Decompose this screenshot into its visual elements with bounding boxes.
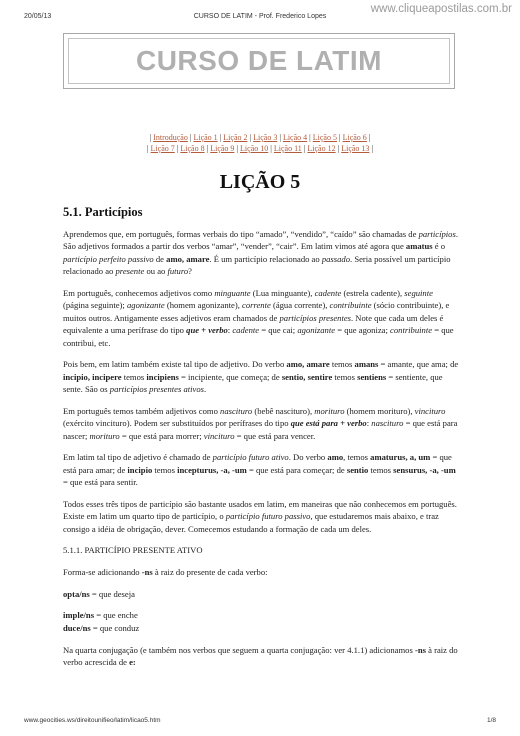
course-banner [63,33,455,89]
print-header-title: CURSO DE LATIM - Prof. Frederico Lopes [193,13,327,20]
nav-link-licao-1[interactable]: Lição 1 [193,133,218,142]
lesson-nav-row-2: | Lição 7 | Lição 8 | Lição 9 | Lição 10 | Lição 11 | Lição 12 | Lição 13 | [146,144,374,153]
paragraph: imple/ns = que enche [63,610,138,621]
nav-link-licao-6[interactable]: Lição 6 [342,133,367,142]
nav-link-licao-7[interactable]: Lição 7 [150,144,175,153]
paragraph: Aprendemos que, em português, formas verbais do tipo “amado”, “vendido”, “caído” são chamadas de particípios. São adjetivos formados a partir dos verbos “amar”, “vender”, “cair”. Em latim vimos até agora que amatus é o particípio perfeito passivo de amo, amare. É um particípio relacionado ao passado. Seria possível um particípio relacionado ao presente ou ao futuro? [63,229,458,277]
paragraph: 5.1.1. PARTICÍPIO PRESENTE ATIVO [63,545,203,556]
nav-link-licao-8[interactable]: Lição 8 [180,144,205,153]
nav-link-licao-11[interactable]: Lição 11 [273,144,302,153]
nav-link-licao-13[interactable]: Lição 13 [341,144,370,153]
footer-url: www.geocities.ws/direitounifieo/latim/licao5.htm [24,717,161,724]
nav-link-licao-2[interactable]: Lição 2 [223,133,248,142]
paragraph: Pois bem, em latim também existe tal tipo de adjetivo. Do verbo amo, amare temos amans = amante, que ama; de incipio, incipere temos incipiens = incipiente, que começa; de sentio, sentire temos sentiens = sentiente, que sente. São os particípios presentes ativos. [63,359,459,395]
nav-link-licao-4[interactable]: Lição 4 [282,133,308,142]
paragraph: Em português, conhecemos adjetivos como minguante (Lua minguante), cadente (estrela cadente), seguinte (página seguinte); agonizante (homem agonizante), corrente (água corrente), contribuinte (sócio contribuinte), e muitos outros. Antigamente esses adjetivos eram chamados de particípios presentes. Note que cada um deles é equivalente a uma perífrase do tipo que + verbo: cadente = que cai; agonizante = que agoniza; contribuinte = que contribui, etc. [63,287,454,348]
paragraph: opta/ns = que deseja [63,588,135,599]
lesson-content [63,228,459,678]
watermark: www.cliqueapostilas.com.br [370,3,512,15]
nav-link-licao-12[interactable]: Lição 12 [307,144,336,153]
nav-link-licao-10[interactable]: Lição 10 [240,144,269,153]
nav-link-introducao[interactable]: Introdução [153,133,188,142]
nav-link-licao-3[interactable]: Lição 3 [253,133,278,142]
lesson-title: LIÇÃO 5 [219,171,301,193]
section-title: 5.1. Particípios [63,205,143,219]
nav-link-licao-9[interactable]: Lição 9 [210,144,235,153]
paragraph: Todos esses três tipos de particípio são bastante usados em latim, em maneiras que não conhecemos em português. Existe em latim um quarto tipo de particípio, o particípio futuro passivo, que estudaremos mais abaixo, e traz consigo a idéia de obrigação, dever. Comecemos estudando a formação de cada um deles. [63,498,457,534]
paragraph: duce/ns = que conduz [63,622,140,633]
page-number: 1/8 [486,717,496,724]
paragraph: Na quarta conjugação (e também nos verbos que seguem a quarta conjugação: ver 4.1.1) adicionamos -ns à raiz do verbo acrescida de e: [63,644,458,667]
paragraph: Em português temos também adjetivos como nascituro (bebê nascituro), morituro (homem morituro), vincituro (exército vincituro). Podem ser substituídos por perífrases do tipo que está para + verbo: nascituro = que está para nascer; morituro = que está para morrer; vincituro = que está para vencer. [63,405,458,441]
paragraph: Em latim tal tipo de adjetivo é chamado de particípio futuro ativo. Do verbo amo, temos amaturus, a, um = que está para amar; de incipio temos incepturus, -a, -um = que está para começar; de sentio temos sensurus, -a, -um = que está para sentir. [63,452,456,488]
course-banner-title: CURSO DE LATIM [68,38,450,84]
nav-link-licao-5[interactable]: Lição 5 [312,133,337,142]
lesson-nav-row-1: | Introdução | Lição 1 | Lição 2 | Lição 3 | Lição 4 | Lição 5 | Lição 6 | [149,133,371,142]
paragraph: Forma-se adicionando -ns à raiz do presente de cada verbo: [63,567,268,578]
print-date: 20/05/13 [24,13,52,20]
